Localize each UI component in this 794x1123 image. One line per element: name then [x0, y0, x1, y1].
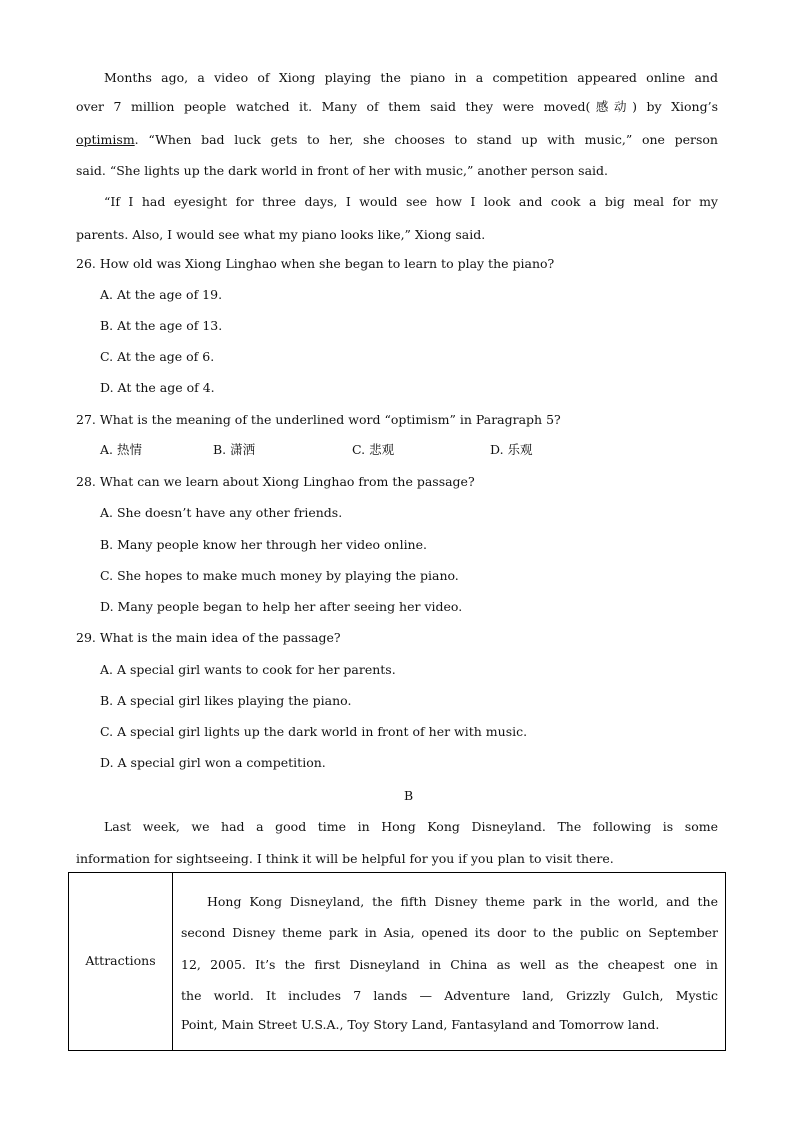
option: B. Many people know her through her video online.: [100, 537, 427, 552]
passage-line: parents. Also, I would see what my piano looks like,” Xiong said.: [76, 227, 486, 242]
info-table: [68, 872, 726, 1051]
passage-line: information for sightseeing. I think it will be helpful for you if you plan to visit there.: [76, 851, 614, 866]
question-stem: 27. What is the meaning of the underlined word “optimism” in Paragraph 5?: [76, 412, 561, 427]
table-text-line: Point, Main Street U.S.A., Toy Story Land, Fantasyland and Tomorrow land.: [181, 1017, 660, 1032]
question-stem: 26. How old was Xiong Linghao when she began to learn to play the piano?: [76, 256, 555, 271]
table-label: Attractions: [85, 953, 156, 969]
underlined-word: optimism: [76, 132, 135, 147]
option: C. A special girl lights up the dark world in front of her with music.: [100, 724, 528, 739]
option: C. At the age of 6.: [100, 349, 215, 364]
option: A. She doesn’t have any other friends.: [100, 505, 343, 520]
passage-line: “If I had eyesight for three days, I would see how I look and cook a big meal for my: [104, 194, 718, 209]
passage-line: said. “She lights up the dark world in front of her with music,” another person said.: [76, 163, 609, 178]
passage-line: Months ago, a video of Xiong playing the piano in a competition appeared online and: [104, 70, 718, 85]
option: C. She hopes to make much money by playing the piano.: [100, 568, 459, 583]
option: D. At the age of 4.: [100, 380, 215, 395]
table-text-line: 12, 2005. It’s the first Disneyland in China as well as the cheapest one in: [181, 957, 718, 972]
table-label-cell: [69, 873, 173, 1051]
option: D. Many people began to help her after seeing her video.: [100, 599, 463, 614]
passage-text: . “When bad luck gets to her, she chooses to stand up with music,” one person: [134, 132, 718, 147]
option: B. A special girl likes playing the piano.: [100, 693, 352, 708]
table-text-line: the world. It includes 7 lands — Adventure land, Grizzly Gulch, Mystic: [181, 988, 718, 1003]
option: A. 热情: [100, 442, 142, 457]
question-stem: 29. What is the main idea of the passage?: [76, 630, 341, 645]
table-text-line: second Disney theme park in Asia, opened its door to the public on September: [181, 925, 718, 940]
option: D. A special girl won a competition.: [100, 755, 326, 770]
option: D. 乐观: [490, 442, 533, 457]
option: C. 悲观: [352, 442, 395, 457]
passage-line: Last week, we had a good time in Hong Kong Disneyland. The following is some: [104, 819, 718, 834]
option: B. 潇洒: [213, 442, 256, 457]
question-stem: 28. What can we learn about Xiong Linghao from the passage?: [76, 474, 475, 489]
section-heading: B: [404, 788, 414, 803]
passage-line: over 7 million people watched it. Many of them said they were moved(感动) by Xiong’s: [76, 99, 718, 114]
option: A. At the age of 19.: [100, 287, 223, 302]
table-content-cell: [173, 873, 726, 1051]
option: A. A special girl wants to cook for her parents.: [100, 662, 396, 677]
passage-line: [76, 134, 718, 147]
option: B. At the age of 13.: [100, 318, 223, 333]
table-text-line: Hong Kong Disneyland, the fifth Disney theme park in the world, and the: [207, 894, 718, 909]
